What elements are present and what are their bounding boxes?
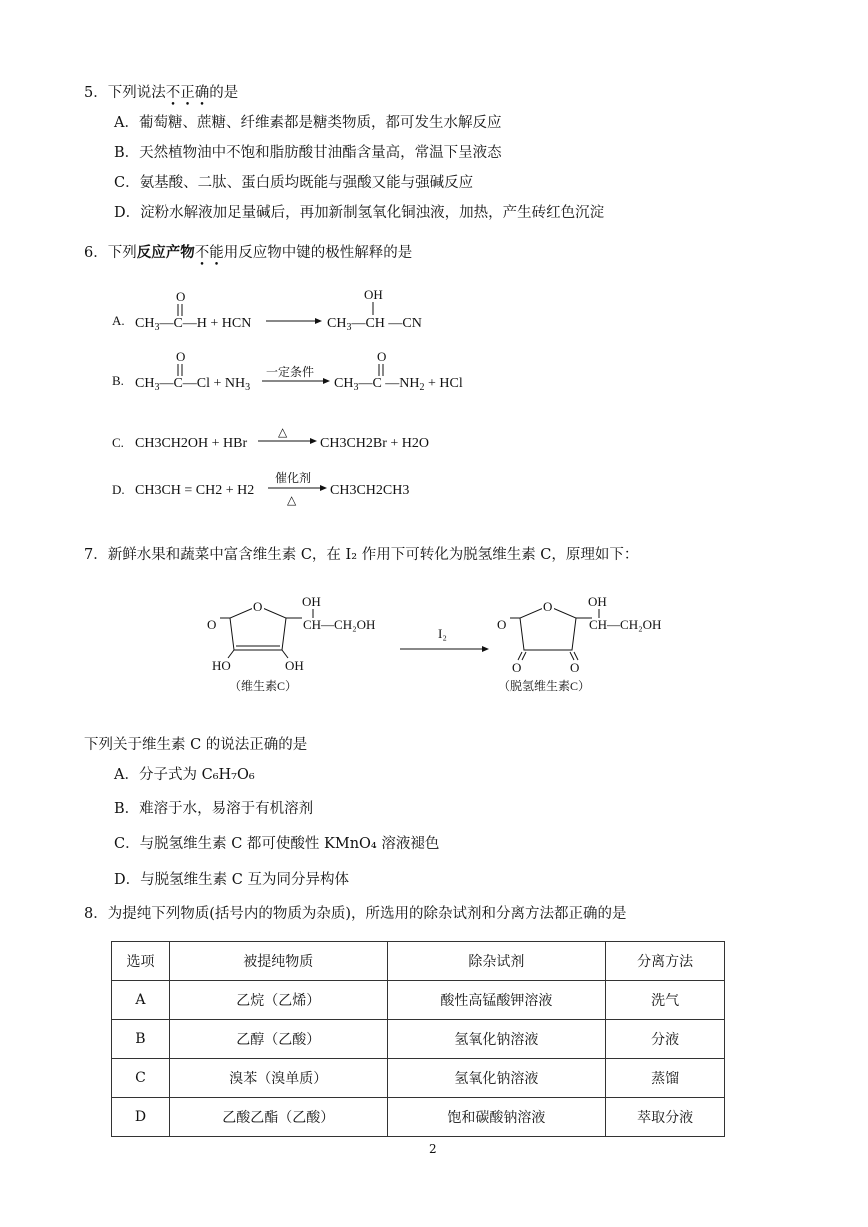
carbonyl-oxygen: O (207, 617, 217, 632)
q6a-carbonyl-o: O (176, 289, 186, 304)
option-text: 与脱氢维生素 C 互为同分异构体 (140, 872, 349, 888)
q8-stem-text: 为提纯下列物质(括号内的物质为杂质)，所选用的除杂试剂和分离方法都正确的是 (107, 906, 627, 922)
q7-stem-text: 新鲜水果和蔬菜中富含维生素 C，在 I₂ 作用下可转化为脱氢维生素 C，原理如下： (107, 547, 639, 563)
q5-stem-post: 的是 (209, 85, 239, 101)
arrow-head (320, 485, 327, 491)
ring-oxygen: O (253, 599, 263, 614)
q6d-lhs: CH3CH = CH2 + H2 (135, 483, 255, 498)
q7-structures (0, 580, 868, 700)
table-cell: B (112, 1020, 170, 1059)
table-cell: 酸性高锰酸钾溶液 (387, 981, 606, 1020)
table-row (112, 981, 725, 1020)
q6-emph-2: 能 (209, 245, 224, 261)
table-cell: C (112, 1059, 170, 1098)
q6d-letter: D. (112, 482, 125, 497)
q6d-catalyst: 催化剂 (275, 471, 312, 485)
keto-oxygen-left: O (512, 660, 522, 675)
q7-stem2: 下列关于维生素 C 的说法正确的是 (84, 737, 308, 753)
q7-stem (84, 546, 638, 564)
arrow-head (323, 378, 330, 384)
option-text: 氨基酸、二肽、蛋白质均既能与强酸又能与强碱反应 (139, 175, 474, 191)
enol-hydroxyl-left: HO (212, 658, 231, 673)
q6b-lhs: $CH_3—C—Cl + NH_3$ (135, 376, 251, 393)
arrow-head (315, 318, 322, 324)
carbonyl-oxygen: O (497, 617, 507, 632)
q6c-lhs: CH3CH2OH + HBr (135, 436, 248, 451)
q6-stem-bold: 反应产物 (136, 244, 195, 261)
q6a-letter: A. (112, 313, 125, 328)
table-cell: 饱和碳酸钠溶液 (387, 1098, 606, 1137)
q6b-condition: 一定条件 (266, 365, 315, 379)
table-cell: 乙烷（乙烯） (169, 981, 387, 1020)
q7-number: 7． (84, 547, 108, 563)
table-cell: D (112, 1098, 170, 1137)
q6c-rhs: CH3CH2Br + H2O (320, 436, 430, 451)
enol-hydroxyl-right: OH (285, 658, 304, 673)
table-row (112, 1098, 725, 1137)
arrow-head (310, 438, 317, 444)
q5-emph-1: 不 (165, 85, 181, 101)
q6-stem-post: 用反应物中键的极性解释的是 (223, 245, 413, 261)
option-letter: D． (114, 872, 141, 888)
option-letter: B． (114, 801, 140, 817)
vitamin-c-structure (207, 594, 375, 693)
table-header-row (112, 942, 725, 981)
option-text: 淀粉水解液加足量碱后，再加新制氢氧化铜浊液，加热，产生砖红色沉淀 (140, 205, 605, 221)
table-header-cell: 除杂试剂 (387, 942, 606, 981)
dehydro-vitamin-c-structure (497, 594, 661, 693)
q6a-rhs: $CH_3—CH$ —CN (327, 316, 422, 333)
option-letter: C． (114, 836, 140, 852)
q5-stem-pre: 下列说法 (107, 85, 166, 101)
q6d-heat: △ (287, 493, 297, 507)
option-letter: C． (114, 175, 140, 191)
option-text: 葡萄糖、蔗糖、纤维素都是糖类物质，都可发生水解反应 (138, 115, 502, 131)
table-header-cell: 选项 (112, 942, 170, 981)
q5-emph-3: 确 (194, 85, 210, 101)
table-cell: 蒸馏 (606, 1059, 725, 1098)
side-hydroxyl: OH (302, 594, 321, 609)
table-cell: 氢氧化钠溶液 (387, 1020, 606, 1059)
q8-number: 8． (84, 906, 108, 922)
option-text: 与脱氢维生素 C 都可使酸性 KMnO₄ 溶液褪色 (139, 836, 440, 852)
table-row (112, 1020, 725, 1059)
q5-emph-2: 正 (180, 85, 195, 101)
q5-number: 5． (84, 85, 108, 101)
q7-option-c (114, 835, 439, 853)
side-chain: CH—CH₂OH (303, 617, 376, 632)
purification-table (111, 941, 725, 1137)
option-text: 分子式为 C₆H₇O₆ (138, 767, 255, 783)
option-letter: D． (114, 205, 141, 221)
table-header-cell: 分离方法 (606, 942, 725, 981)
q6a-hydroxyl: OH (364, 287, 383, 302)
table-cell: A (112, 981, 170, 1020)
option-letter: B． (114, 145, 140, 161)
right-caption: （脱氢维生素C） (498, 679, 591, 693)
table-cell: 乙醇（乙酸） (169, 1020, 387, 1059)
ring-oxygen: O (543, 599, 553, 614)
option-letter: A． (114, 115, 139, 131)
table-cell: 氢氧化钠溶液 (387, 1059, 606, 1098)
q7-option-d (114, 871, 349, 889)
side-hydroxyl: OH (588, 594, 607, 609)
q6b-letter: B. (112, 373, 124, 388)
left-caption: （维生素C） (229, 679, 298, 693)
q6a-lhs: $CH_3—C—H$ + HCN (135, 316, 252, 333)
table-row (112, 1059, 725, 1098)
page-number: 2 (429, 1142, 437, 1156)
keto-oxygen-right: O (570, 660, 580, 675)
side-chain: CH—CH₂OH (589, 617, 662, 632)
q6b-carbonyl-o: O (176, 349, 186, 364)
q6b-product-o: O (377, 349, 387, 364)
q6-number: 6． (84, 245, 108, 261)
table-cell: 乙酸乙酯（乙酸） (169, 1098, 387, 1137)
q7-option-a (114, 766, 255, 784)
q7-option-b (114, 800, 313, 818)
table-cell: 分液 (606, 1020, 725, 1059)
q6-stem-pre: 下列 (107, 245, 137, 261)
table-cell: 洗气 (606, 981, 725, 1020)
table-cell: 萃取分液 (606, 1098, 725, 1137)
q8-stem (84, 905, 627, 923)
reagent-label: I₂ (438, 626, 447, 641)
table-header-cell: 被提纯物质 (169, 942, 387, 981)
option-text: 难溶于水，易溶于有机溶剂 (139, 801, 314, 817)
table-cell: 溴苯（溴单质） (169, 1059, 387, 1098)
arrow-head (482, 646, 489, 652)
option-text: 天然植物油中不饱和脂肪酸甘油酯含量高，常温下呈液态 (139, 145, 502, 161)
q6d-rhs: CH3CH2CH3 (330, 483, 410, 498)
q6c-heat: △ (278, 425, 288, 439)
option-letter: A． (114, 767, 139, 783)
q6-emph-1: 不 (194, 245, 210, 261)
q6b-rhs: $CH_3—C$ $—NH_2$ + HCl (334, 376, 463, 393)
q6-reactions (0, 0, 868, 520)
q6c-letter: C. (112, 435, 124, 450)
